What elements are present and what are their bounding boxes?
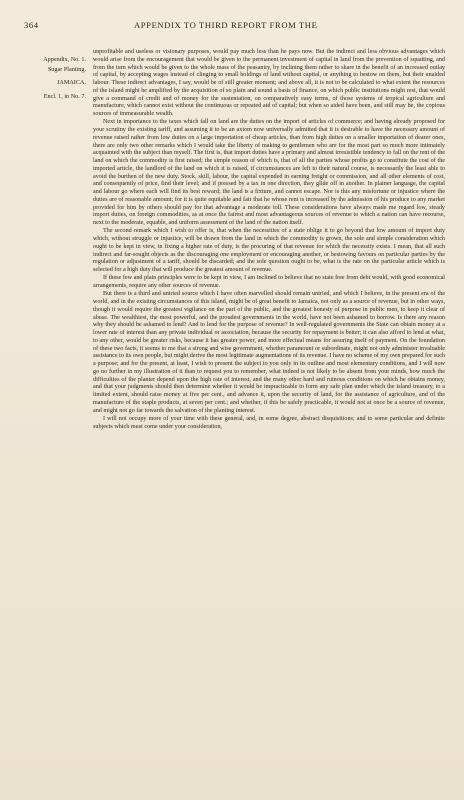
paragraph: Next in importance to the taxes which fall on land are the duties on the import of articles of commerce; and having already proposed for your scrutiny the existing tariff, and assuming it to be an axiom now universally admitted that it is desirable to have the necessary amount of revenue raised rather from low duties on a large importation of cheap articles, than from high duties on a smaller importation of dearer ones, there are only two other remarks which I would take the liberty of making to gentlemen who are for the most part so much more intimately acquainted with the subject than myself. The first is, that import duties have a primary and almost irresistible tendency to fall on the rent of the land on which the commodity is first raised; the simple reason of which is, that of all the parties whose profits go to constitute the cost of the imported article, the landlord of the land on which it is raised, if circumstances are left to their natural course, is necessarily the least able to avoid the burthen of the new duty. Stock, skill, labour, the capital expended in earning freight or commission, and all other elements of cost, and consequently of price, find their level; and if pressed by a tax in one direction, they glide off in another. In plainer language, the capital and labour go where each will find its best reward; the land is a fixture, and cannot escape. Nor is this any misfortune or injustice where the duties are of reasonable amount; for it is quite equitable and fair that he whose rent is increased by the admission of his produce to any market provided for him by others should pay for that advantage a moderate toll. These considerations have always made me regard low, steady import duties, on foreign commodities, as at once the fairest and most advantageous sources of revenue to which a nation can have recourse, next to the moderate, equable, and uniform assessment of the land of the nation itself. [93,119,445,226]
paragraph: If these few and plain principles were to be kept in view, I am inclined to believe that no state free from debt would, with good economical arrangements, require any other sources of revenue. [93,275,445,289]
page-header [24,20,444,34]
margin-note-appendix: Appendix, No. 1. [43,56,86,63]
margin-note-enclosure: Encl. 1, in No. 7. [43,92,86,100]
paragraph: But there is a third and untried source which I have often marvelled should remain untried, and which I believe, in the present era of the world, and in the existing circumstances of this island, might be of great benefit to Jamaica, not only as a source of revenue, but in other ways, though it would require the greatest vigilance on the part of the public, and the greatest honesty of purpose in public men, to keep it clear of abuse. The wealthiest, the most powerful, and the proudest governments in the world, have not been ashamed to borrow. Is there any reason why they should be ashamed to lend? And to lend for the purpose of revenue? In well-regulated governments the State can obtain money at a lower rate of interest than any private individual or association, because the security for repayment is better; it can also afford to lend at what, to any other, would be greater risks, because it has greater power, and more effectual means for assuring itself of payment. On the foundation of these two facts, it seems to me that a strong and wise government, whether paramount or subordinate, might not only administer invaluable assistance to its own people, but might derive the most legitimate augmentations of its revenue. I have no scheme of my own prepared for such a purpose; and for the present, at least, I wish to present the subject to you only in its outline and most elementary conditions, and I will now go no further in my illustration of it than to request you to remember, what indeed is not likely to be absent from your minds, how much the difficulties of the planter depend upon the high rate of interest, and the many other hard and ruinous conditions on which he obtains money, and that your judgments should then determine whether it would be impracticable to form any safe plan under which the island treasury, to a limited extent, should raise money at five per cent., and advance it, upon the security of land, for the assistance of agriculture, and of the manufacture of the staple products, at seven per cent.; and whether, if this be safely practicable, it would not at once be a source of revenue, and might not go far towards the salvation of the planting interest. [93,291,445,414]
paragraph: I will not occupy more of your time with these general, and, in some degree, abstract disquisitions; and to some particular and definite subjects which must come under your consideration, [93,415,445,430]
paragraph: The second remark which I wish to offer is, that when the necessities of a state oblige it to go beyond that low amount of import duty which, without struggle or injustice, will be drawn from the land in which the commodity is grown, the sole and simple consideration which ought to be kept in view, in fixing a higher rate of duty, is the procuring of that revenue for which the necessity exists. I mean, that all such indirect and far-sought objects as the discouraging one employment or encouraging another, or bestowing favours on particular parties by the regulation or adjustment of a tariff, should be discarded; and the sole question ought to be, what is the rate on the particular article which is selected for a high duty that will produce the greatest amount of revenue. [93,228,445,273]
paragraph: unprofitable and useless or visionary purposes, would pay much less than he pays now. But the indirect and less obvious advantages which would arise from the encouragement that would be given to the permanent investment of capital in land from the prevention of squatting, and from the turn which would be given to the whole mass of the peasantry, by inclining them rather to share in the benefit of an increased outlay of capital, by accepting wages instead of clinging to small holdings of land without capital, or anything to bestow on them, but their unaided labour. These indirect advantages, I say, would be of still greater moment; and above all, it is not to be calculated to what extent the resources of the island might be amplified by the acquisition of so plain and sound a basis of finance, on which public institutions might rest, that would give a command of credit and of money for the sustentation, on comparatively easy terms, of those systems of tropical agriculture and manufacture, which cannot exist without the continuous or repeated aid of capital; but when so aided have been, and still may be, the copious sources of immeasurable wealth. [93,49,445,117]
margin-note-subject: Sugar Planting. [47,65,86,73]
running-title: APPENDIX TO THIRD REPORT FROM THE [134,20,318,30]
body-text [93,49,445,431]
margin-notes [24,55,86,101]
margin-note-colony: JAMAICA. [56,79,86,87]
page-number: 364 [24,20,39,30]
